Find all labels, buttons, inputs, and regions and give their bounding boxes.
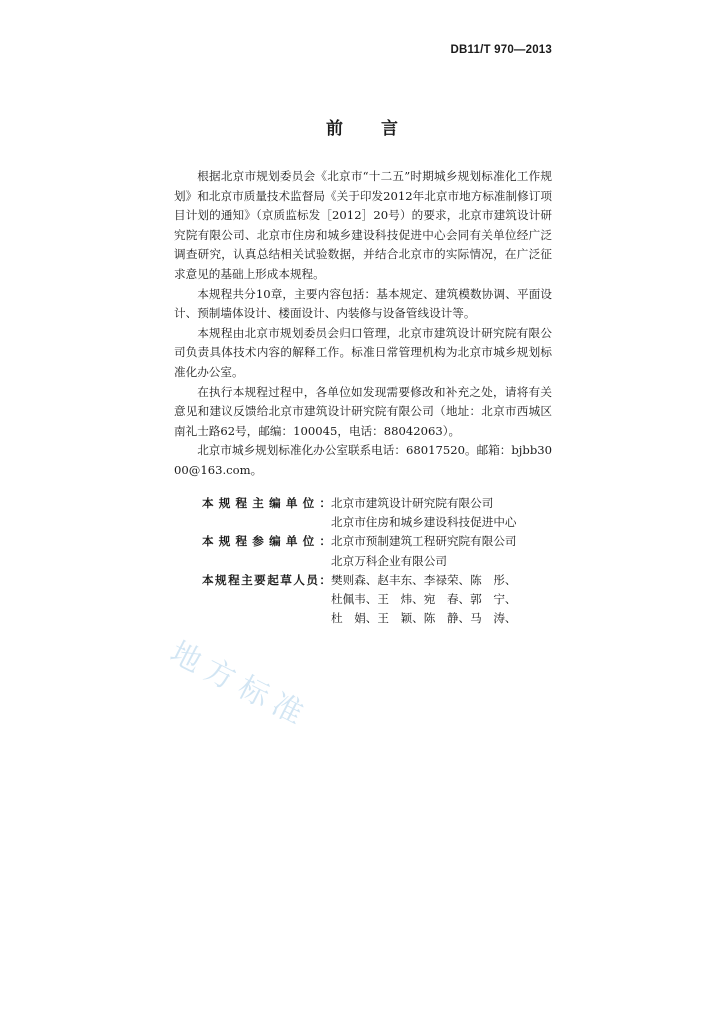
participating-editor-row xyxy=(202,532,562,570)
paragraph-background: 根据北京市规划委员会《北京市“十二五”时期城乡规划标准化工作规划》和北京市质量技术监督局《关于印发2012年北京市地方标准制修订项目计划的通知》（京质监标发［2012］20号）的要求，北京市建筑设计研究院有限公司、北京市住房和城乡建设科技促进中心会同有关单位经广泛调查研究，认真总结相关试验数据，并结合北京市的实际情况，在广泛征求意见的基础上形成本规程。 xyxy=(174,169,552,281)
paragraph-contact: 北京市城乡规划标准化办公室联系电话：68017520。邮箱：bjbb3000@163.com。 xyxy=(174,443,552,477)
paragraph-contents: 本规程共分10章，主要内容包括：基本规定、建筑模数协调、平面设计、预制墙体设计、楼面设计、内装修与设备管线设计等。 xyxy=(174,286,552,321)
participating-editor-units xyxy=(331,532,562,570)
chief-editor-unit: 北京市住房和城乡建设科技促进中心 xyxy=(331,515,517,530)
drafters-label: 本规程主要起草人员： xyxy=(202,572,331,587)
chief-editor-row xyxy=(202,494,562,532)
drafters-line: 樊则森、赵丰东、李禄荣、陈 彤、 xyxy=(331,572,517,587)
drafters-line: 杜佩韦、王 炜、宛 春、郭 宁、 xyxy=(331,592,517,607)
paragraph-management: 本规程由北京市规划委员会归口管理，北京市建筑设计研究院有限公司负责具体技术内容的解释工作。标准日常管理机构为北京市城乡规划标准化办公室。 xyxy=(174,325,552,379)
chief-editor-label: 本规程主编单位： xyxy=(202,496,331,510)
drafters-row xyxy=(202,571,562,629)
credits-block xyxy=(202,494,562,628)
chief-editor-units xyxy=(331,494,562,532)
standard-code: DB11/T 970—2013 xyxy=(450,44,552,56)
page-title: 前言 xyxy=(326,119,436,139)
participating-editor-label: 本规程参编单位： xyxy=(202,534,331,549)
drafters-line: 杜 娟、王 颖、陈 静、马 涛、 xyxy=(331,611,517,626)
watermark: 地方标准 xyxy=(164,635,316,736)
participating-editor-unit: 北京万科企业有限公司 xyxy=(331,553,447,568)
drafters-list xyxy=(331,571,562,629)
chief-editor-unit: 北京市建筑设计研究院有限公司 xyxy=(331,496,494,510)
participating-editor-unit: 北京市预制建筑工程研究院有限公司 xyxy=(331,534,517,549)
paragraph-feedback: 在执行本规程过程中，各单位如发现需要修改和补充之处，请将有关意见和建议反馈给北京市建筑设计研究院有限公司（地址：北京市西城区南礼士路62号，邮编：100045，电话：88042063）。 xyxy=(174,384,552,438)
foreword-body xyxy=(174,167,552,481)
